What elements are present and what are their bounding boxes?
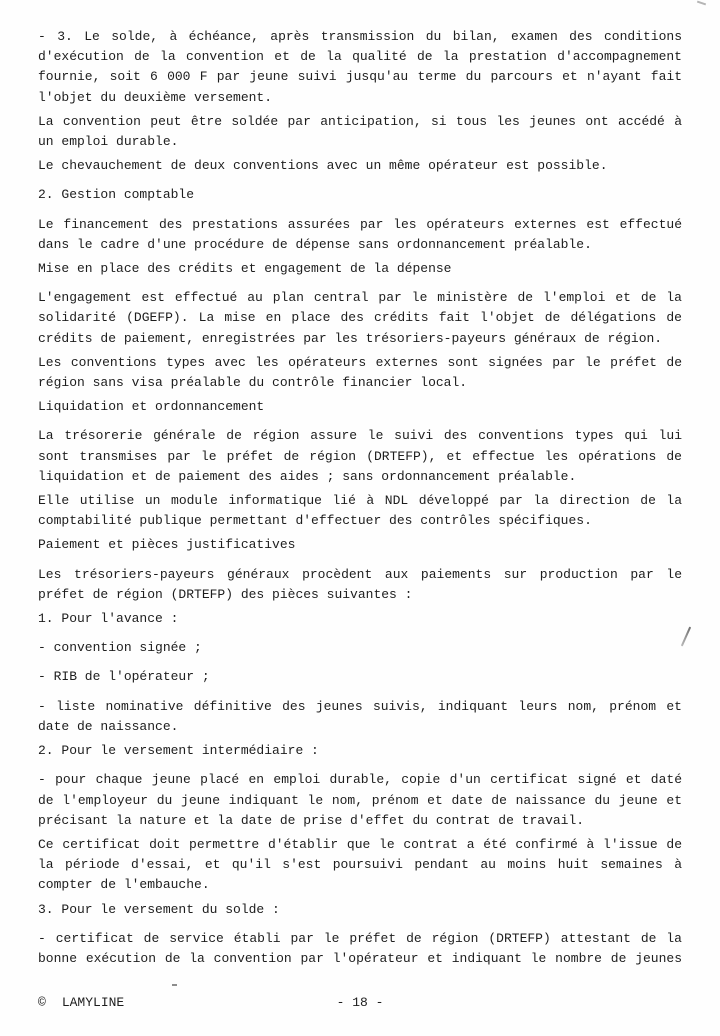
- text-line: 1. Pour l'avance :: [38, 611, 179, 627]
- section-heading-liquidation: [38, 397, 682, 417]
- text-line: L'engagement est effectué au plan central par le ministère de l'emploi et de la: [38, 290, 682, 306]
- text-line: Mise en place des crédits et engagement de la dépense: [38, 261, 452, 277]
- text-line: - pour chaque jeune placé en emploi durable, copie d'un certificat signé et daté: [38, 772, 682, 788]
- text-line: La trésorerie générale de région assure le suivi des conventions types qui lui: [38, 428, 682, 444]
- text-line: Liquidation et ordonnancement: [38, 399, 265, 415]
- list-item-liste-nominative: [38, 697, 682, 737]
- text-line: Elle utilise un module informatique lié à NDL développé par la direction de la: [38, 493, 682, 509]
- text-line: Ce certificat doit permettre d'établir que le contrat a été confirmé à l'issue de: [38, 836, 682, 852]
- scan-artifact-corner-tick: [697, 1, 706, 6]
- text-line: Paiement et pièces justificatives: [38, 537, 296, 553]
- section-heading-gestion-comptable: [38, 185, 682, 205]
- text-line: sont transmises par le préfet de région (DRTEFP), et effectue les opérations de: [38, 448, 682, 464]
- text-line: crédits de paiement, enregistrées par les trésoriers-payeurs généraux de région.: [38, 330, 663, 346]
- text-line: la période d'essai, et qu'il s'est poursuivi pendant au moins huit semaines à: [38, 857, 682, 873]
- text-line: - liste nominative définitive des jeunes suivis, indiquant leurs nom, prénom et: [38, 698, 682, 714]
- text-line: 3. Pour le versement du solde :: [38, 901, 280, 917]
- numbered-item-versement-intermediaire: [38, 741, 682, 761]
- text-line: liquidation et de paiement des aides ; sans ordonnancement préalable.: [38, 468, 577, 484]
- document-body: [38, 27, 682, 973]
- text-line: l'objet du deuxième versement.: [38, 89, 273, 105]
- scan-artifact-scratch: [681, 627, 691, 647]
- text-line: région sans visa préalable du contrôle financier local.: [38, 375, 468, 391]
- text-line: solidarité (DGEFP). La mise en place des crédits fait l'objet de délégations de: [38, 310, 682, 326]
- text-line: un emploi durable.: [38, 134, 179, 150]
- text-line: - convention signée ;: [38, 640, 202, 656]
- text-line: Les conventions types avec les opérateurs externes sont signées par le préfet de: [38, 354, 682, 370]
- text-line: - 3. Le solde, à échéance, après transmission du bilan, examen des conditions: [38, 29, 682, 44]
- text-line: d'exécution de la convention et de la qualité de la prestation d'accompagnement: [38, 49, 682, 65]
- text-line: date de naissance.: [38, 718, 179, 734]
- list-item-rib: [38, 667, 682, 687]
- list-item-certificat-service: [38, 929, 682, 969]
- paragraph-module-informatique: [38, 491, 682, 531]
- paragraph-engagement: [38, 288, 682, 349]
- paragraph-anticipation: [38, 112, 682, 152]
- scan-artifact-dash: [172, 984, 177, 986]
- text-line: - certificat de service établi par le préfet de région (DRTEFP) attestant de la: [38, 930, 682, 946]
- list-item-convention-signee: [38, 638, 682, 658]
- page-number: - 18 -: [336, 995, 384, 1010]
- text-line: Les trésoriers-payeurs généraux procèdent aux paiements sur production par le: [38, 566, 682, 582]
- text-line: bonne exécution de la convention par l'opérateur et indiquant le nombre de jeunes: [38, 950, 682, 966]
- section-heading-mise-en-place: [38, 259, 682, 279]
- paragraph-conventions-types: [38, 353, 682, 393]
- text-line: La convention peut être soldée par anticipation, si tous les jeunes ont accédé à: [38, 113, 682, 129]
- paragraph-certificat-contrat: [38, 835, 682, 896]
- text-line: fournie, soit 6 000 F par jeune suivi jusqu'au terme du parcours et n'ayant fait: [38, 69, 682, 85]
- numbered-item-avance: [38, 609, 682, 629]
- paragraph-tresoriers-payeurs: [38, 565, 682, 605]
- numbered-item-versement-solde: [38, 900, 682, 920]
- publisher-name: LAMYLINE: [61, 995, 125, 1010]
- text-line: dans le cadre d'une procédure de dépense sans ordonnancement préalable.: [38, 236, 592, 252]
- text-line: de l'employeur du jeune indiquant le nom, prénom et date de naissance du jeune et: [38, 792, 682, 808]
- text-line: Le financement des prestations assurées par les opérateurs externes est effectué: [38, 216, 682, 232]
- text-line: compter de l'embauche.: [38, 877, 210, 893]
- paragraph-tresorerie: [38, 426, 682, 487]
- text-line: - RIB de l'opérateur ;: [38, 669, 210, 685]
- page-footer: [0, 995, 720, 1015]
- text-line: Le chevauchement de deux conventions avec un même opérateur est possible.: [38, 158, 608, 174]
- text-line: 2. Pour le versement intermédiaire :: [38, 743, 319, 759]
- text-line: comptabilité publique permettant d'effectuer des contrôles spécifiques.: [38, 513, 592, 529]
- text-line: 2. Gestion comptable: [38, 187, 195, 203]
- section-heading-paiement-pieces: [38, 535, 682, 555]
- text-line: précisant la nature et la date de prise d'effet du contrat de travail.: [38, 812, 585, 828]
- copyright-icon: ©: [38, 995, 46, 1010]
- paragraph-chevauchement: [38, 156, 682, 176]
- paragraph-financement: [38, 215, 682, 255]
- paragraph-solde: [38, 27, 682, 108]
- list-item-certificat-employeur: [38, 770, 682, 831]
- text-line: préfet de région (DRTEFP) des pièces suivantes :: [38, 586, 413, 602]
